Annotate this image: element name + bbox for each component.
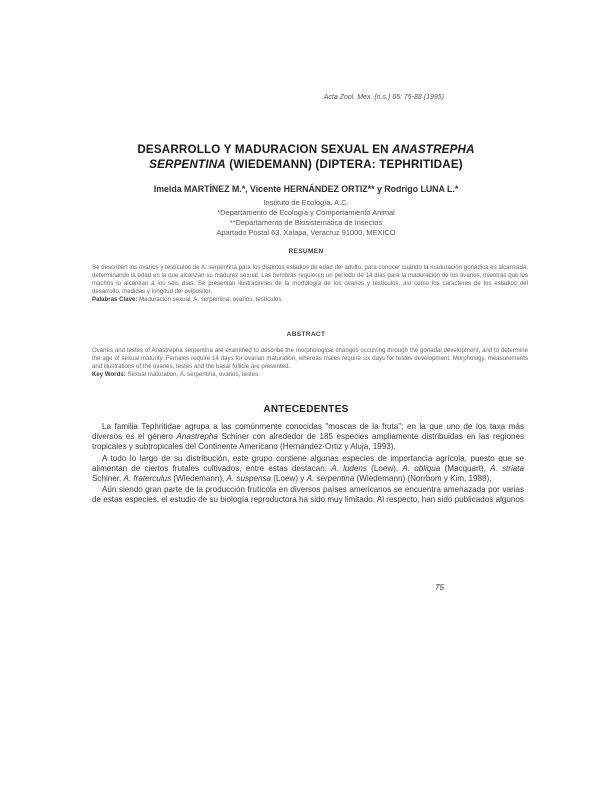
affiliation-dept-ecology: *Departamento de Ecología y Comportamiento Animal bbox=[217, 208, 395, 217]
key-words-label: Key Words: bbox=[92, 371, 126, 379]
palabras-clave bbox=[92, 296, 283, 303]
article-title bbox=[90, 142, 522, 172]
resumen-block bbox=[92, 264, 528, 304]
title-line1-prefix: DESARROLLO Y MADURACION SEXUAL EN bbox=[137, 143, 393, 156]
palabras-clave-label: Palabras Clave: bbox=[92, 296, 138, 304]
affiliation-address: Apartado Postal 63, Xalapa, Veracruz 91000, MEXICO bbox=[216, 228, 396, 237]
species-name: A. striata bbox=[490, 463, 524, 473]
key-words-text: Sexual maturation, A. serpentina, ovaries, testes. bbox=[125, 371, 260, 379]
genus-name: Anastrepha bbox=[176, 432, 218, 442]
antecedentes-body bbox=[92, 422, 524, 507]
species-name: A. ludens bbox=[331, 463, 367, 473]
palabras-clave-text: Maduración sexual, A. serpentina, ovarios, testículos. bbox=[137, 296, 284, 304]
affiliation-institute: Instituto de Ecología, A.C. bbox=[263, 198, 349, 207]
key-words bbox=[92, 371, 260, 378]
antecedentes-heading: ANTECEDENTES bbox=[263, 404, 349, 415]
page-number: 75 bbox=[435, 583, 444, 592]
species-name: A. suspensa bbox=[226, 474, 272, 484]
species-name: A. fraterculus bbox=[123, 474, 172, 484]
title-species: SERPENTINA bbox=[149, 158, 226, 171]
abstract-block bbox=[92, 347, 528, 379]
body-paragraph-2: A todo lo largo de su distribución, este grupo contiene algunas especies de importancia agrícola, puesto que se alimentan de ciertos frutales cultivados, entre estas destacan: A. ludens (Loew), A. obliqua (Macquart), A. striata Schiner, A. fraterculus (Wiedemann), A. suspensa (Loew) y A. serpentina (Wiedemann) (Norrbom y Kim, 1988). bbox=[92, 453, 524, 484]
species-name: A. obliqua bbox=[402, 463, 441, 473]
body-paragraph-3: Aún siendo gran parte de la producción frutícola en diversos países americanos se encuentra amenazada por varias de estas especies, el estudio de su biología reproductora ha sido muy limitado. Al respecto, han sido publicados algunos bbox=[92, 485, 524, 505]
resumen-heading: RESUMEN bbox=[288, 248, 324, 255]
title-genus: ANASTREPHA bbox=[392, 143, 475, 156]
abstract-text: Ovaries and testes of Anastrepha serpentina are examined to describe the morphological changes occurring through the gonadal development, and to determine the age of sexual maturity. Females require 14 days for ovarian maturation, whereas males require six days for testes development. Morphology, measurements and illustrations of the ovaries, testes and the basal follicle are presented. bbox=[92, 347, 528, 371]
species-name: A. serpentina bbox=[306, 474, 355, 484]
affiliation-dept-biosystematics: **Departamento de Biosistemática de Insectos bbox=[229, 218, 383, 227]
abstract-heading: ABSTRACT bbox=[286, 331, 326, 338]
authors-line: Imelda MARTÍNEZ M.*, Vicente HERNÁNDEZ ORTIZ** y Rodrigo LUNA L.* bbox=[153, 184, 459, 194]
title-line2-rest: (WIEDEMANN) (DIPTERA: TEPHRITIDAE) bbox=[225, 158, 463, 171]
resumen-text: Se describen los ovarios y testículos de A. serpentina para los distintos estadios de edad del adulto, para conocer cuándo la maduración gonádica es alcanzada, determinando la edad en la que alcanzan su madurez sexual. Las hembras requieren un período de 14 días para la maduración de los ovarios, mientras que los machos lo alcanzan a los seis días. Se presentan ilustraciones de la morfología de los ovarios y testículos, así como los caracteres de los estadios del desarrollo, medidas y longitud del ovipositor. bbox=[92, 264, 528, 296]
journal-reference: Acta Zool. Mex. (n.s.) 65: 75-88 (1995) bbox=[323, 94, 444, 101]
body-paragraph-1: La familia Tephritidae agrupa a las comúnmente conocidas "moscas de la fruta"; en la que uno de los taxa más diversos es el género Anastrepha Schiner con alrededor de 185 especies ampliamente distribuidas en las regiones tropicales y subtropicales del Continente Americano (Hernández-Ortiz y Aluja, 1993). bbox=[92, 422, 524, 452]
